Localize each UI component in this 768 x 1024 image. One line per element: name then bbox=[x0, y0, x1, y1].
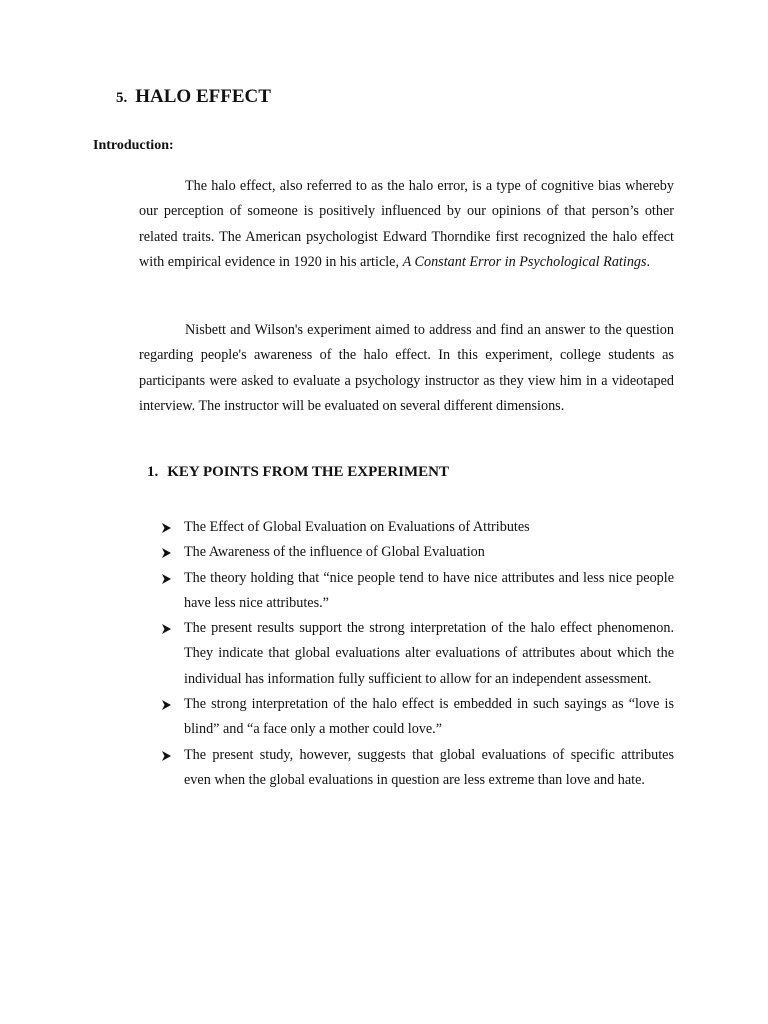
arrowhead-bullet-icon bbox=[161, 624, 171, 634]
introduction-label: Introduction: bbox=[93, 138, 174, 153]
article-title: A Constant Error in Psychological Ratings bbox=[402, 253, 647, 270]
intro-paragraph-1 bbox=[139, 174, 674, 275]
key-points-number: 1. bbox=[147, 464, 159, 480]
list-item-text: The Awareness of the influence of Global Evaluation bbox=[184, 544, 485, 561]
key-points-list bbox=[161, 515, 674, 793]
section-heading bbox=[116, 86, 271, 108]
key-points-title: KEY POINTS FROM THE EXPERIMENT bbox=[167, 464, 449, 480]
arrowhead-bullet-icon bbox=[161, 523, 171, 533]
arrowhead-bullet-icon bbox=[161, 574, 171, 584]
list-item-text: The present study, however, suggests that global evaluations of specific attributes even when the global evaluations in question are less extreme than love and hate. bbox=[184, 746, 674, 788]
list-item-text: The Effect of Global Evaluation on Evaluations of Attributes bbox=[184, 519, 530, 535]
intro-paragraph-2: Nisbett and Wilson's experiment aimed to address and find an answer to the question regarding people's awareness of the halo effect. In this experiment, college students as participants were asked to evaluate a psychology instructor as they view him in a videotaped interview. The instructor will be evaluated on several different dimensions. bbox=[139, 322, 674, 414]
list-item-text: The strong interpretation of the halo effect is embedded in such sayings as “love is blind” and “a face only a mother could love.” bbox=[184, 696, 674, 738]
list-item-text: The present results support the strong interpretation of the halo effect phenomenon. They indicate that global evaluations alter evaluations of attributes about which the individual has information fully sufficient to allow for an independent assessment. bbox=[184, 620, 674, 687]
list-item bbox=[161, 515, 674, 540]
paragraph-1-end: . bbox=[646, 253, 651, 270]
key-points-heading bbox=[147, 464, 449, 481]
arrowhead-bullet-icon bbox=[161, 700, 171, 710]
paragraph-1-text: The halo effect, also referred to as the halo error, is a type of cognitive bias whereby our perception of someone is positively influenced by our opinions of that person’s other related traits. The American psychologist Edward Thorndike first recognized the halo effect with empirical evidence in 1920 in his article, bbox=[139, 178, 674, 270]
list-item bbox=[161, 616, 674, 692]
list-item bbox=[161, 743, 674, 794]
list-item bbox=[161, 566, 674, 617]
arrowhead-bullet-icon bbox=[161, 751, 171, 761]
section-title: HALO EFFECT bbox=[135, 86, 271, 107]
section-number: 5. bbox=[116, 90, 128, 106]
arrowhead-bullet-icon bbox=[161, 548, 171, 558]
list-item-text: The theory holding that “nice people tend to have nice attributes and less nice people have less nice attributes.” bbox=[184, 569, 674, 611]
list-item bbox=[161, 692, 674, 743]
list-item bbox=[161, 540, 674, 565]
